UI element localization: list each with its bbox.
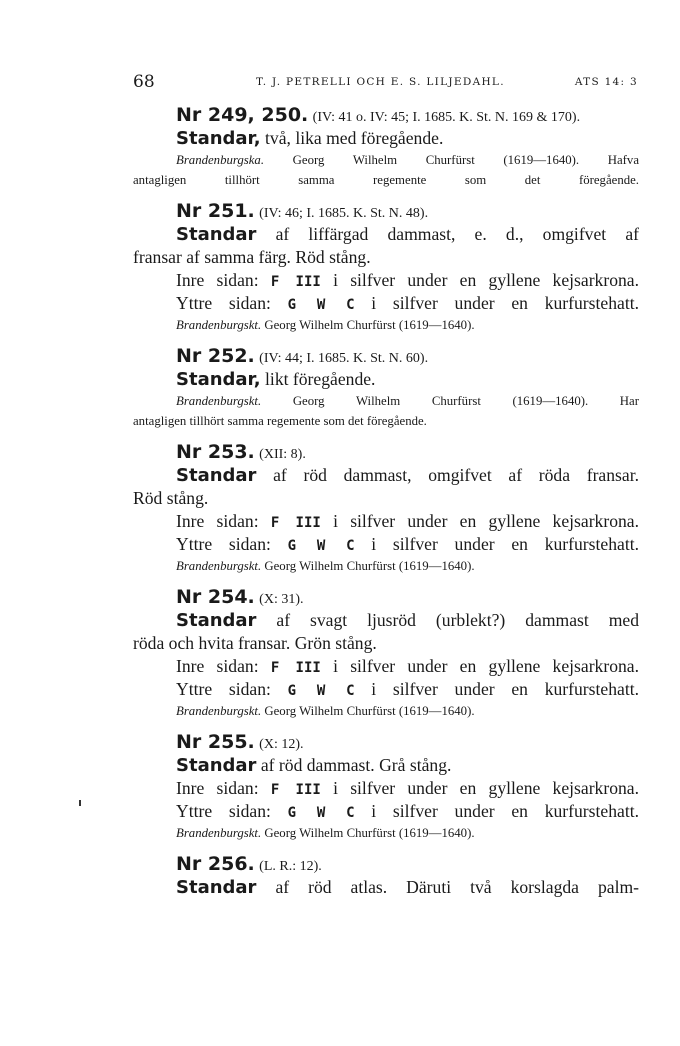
page-header — [133, 72, 638, 96]
provenance-line — [133, 391, 639, 411]
provenance-label: Brandenburgskt. — [176, 318, 262, 332]
entry-description — [133, 609, 639, 632]
running-title: T. J. PETRELLI OCH E. S. LILJEDAHL. — [256, 76, 505, 88]
description-text: af liffärgad dammast, e. d., omgifvet af — [275, 224, 639, 244]
provenance-label: Brandenburgskt. — [176, 559, 262, 573]
entry-heading — [133, 586, 639, 609]
provenance-text: Georg Wilhelm Churfürst (1619—1640). Har — [292, 394, 639, 408]
cipher-gwc: G W C — [287, 683, 355, 699]
outer-side-line: Yttre sidan: G W C i silfver under en kurfurstehatt. — [176, 293, 639, 313]
entry-number: Nr 253. — [176, 441, 255, 463]
inventory-reference: (IV: 44; I. 1685. K. St. N. 60). — [259, 351, 429, 366]
provenance-line — [133, 701, 639, 721]
entry-description — [133, 223, 639, 246]
standard-term: Standar — [176, 610, 257, 631]
cipher-f-iii: F III — [270, 274, 321, 290]
entry-heading — [133, 345, 639, 368]
entry-number: Nr 255. — [176, 731, 255, 753]
provenance-text: Georg Wilhelm Churfürst (1619—1640). Hafva — [292, 153, 639, 167]
description-text: af röd dammast, omgifvet af röda fransar. — [273, 465, 639, 485]
standard-term: Standar — [176, 224, 257, 245]
cipher-gwc: G W C — [287, 538, 355, 554]
provenance-text: Georg Wilhelm Churfürst (1619—1640). — [264, 559, 475, 573]
provenance-line — [133, 150, 639, 170]
inventory-reference: (IV: 41 o. IV: 45; I. 1685. K. St. N. 169 & 170). — [312, 110, 581, 125]
description-continued: fransar af samma färg. Röd stång. — [133, 247, 371, 267]
provenance-label: Brandenburgska. — [176, 153, 265, 167]
entry-heading — [133, 104, 639, 127]
entry-254 — [133, 586, 639, 721]
inventory-reference: (L. R.: 12). — [259, 859, 322, 874]
entry-heading — [133, 441, 639, 464]
inner-side-line: Inre sidan: F III i silfver under en gyllene kejsarkrona. — [176, 270, 640, 290]
entry-heading — [133, 200, 639, 223]
page-number: 68 — [133, 72, 155, 92]
entry-description — [133, 464, 639, 487]
standard-term: Standar, — [176, 369, 261, 390]
inner-side-line: Inre sidan: F III i silfver under en gyllene kejsarkrona. — [176, 511, 640, 531]
cipher-f-iii: F III — [270, 782, 321, 798]
inventory-reference: (X: 31). — [259, 592, 304, 607]
entry-255 — [133, 731, 639, 843]
provenance-line — [133, 315, 639, 335]
outer-side-line: Yttre sidan: G W C i silfver under en kurfurstehatt. — [176, 534, 639, 554]
description-text: af röd atlas. Däruti två korslagda palm- — [275, 877, 640, 897]
entry-256 — [133, 853, 639, 899]
inventory-reference: (IV: 46; I. 1685. K. St. N. 48). — [259, 206, 429, 221]
description-text: två, lika med föregående. — [265, 128, 444, 148]
standard-term: Standar, — [176, 128, 261, 149]
provenance-text: Georg Wilhelm Churfürst (1619—1640). — [264, 318, 475, 332]
provenance-note: antagligen tillhört samma regemente som det föregående. — [133, 414, 427, 428]
entry-253 — [133, 441, 639, 576]
standard-term: Standar — [176, 877, 257, 898]
description-continued: Röd stång. — [133, 488, 209, 508]
standard-term: Standar — [176, 755, 257, 776]
entry-number: Nr 251. — [176, 200, 255, 222]
provenance-label: Brandenburgskt. — [176, 704, 262, 718]
description-text: likt föregående. — [265, 369, 376, 389]
description-text: af röd dammast. Grå stång. — [260, 755, 452, 775]
cipher-f-iii: F III — [270, 515, 321, 531]
entry-number: Nr 256. — [176, 853, 255, 875]
cipher-f-iii: F III — [270, 660, 321, 676]
outer-side-line: Yttre sidan: G W C i silfver under en kurfurstehatt. — [176, 801, 639, 821]
provenance-note: antagligen tillhört samma regemente som det föregående. — [133, 173, 639, 187]
provenance-text: Georg Wilhelm Churfürst (1619—1640). — [264, 704, 475, 718]
entry-description — [133, 754, 639, 777]
provenance-text: Georg Wilhelm Churfürst (1619—1640). — [264, 826, 475, 840]
provenance-line — [133, 556, 639, 576]
entry-number: Nr 252. — [176, 345, 255, 367]
cipher-gwc: G W C — [287, 297, 355, 313]
description-text: af svagt ljusröd (urblekt?) dammast med — [276, 610, 639, 630]
provenance-label: Brandenburgskt. — [176, 826, 262, 840]
inventory-reference: (X: 12). — [259, 737, 304, 752]
cipher-gwc: G W C — [287, 805, 355, 821]
outer-side-line: Yttre sidan: G W C i silfver under en kurfurstehatt. — [176, 679, 639, 699]
entry-252 — [133, 345, 639, 431]
signature-mark: ATS 14: 3 — [574, 76, 638, 88]
entry-251 — [133, 200, 639, 335]
provenance-line — [133, 823, 639, 843]
entry-number: Nr 254. — [176, 586, 255, 608]
entry-description — [133, 127, 639, 150]
entry-description — [133, 368, 639, 391]
inner-side-line: Inre sidan: F III i silfver under en gyllene kejsarkrona. — [176, 778, 640, 798]
catalogue-entries — [133, 104, 639, 899]
entry-249-250 — [133, 104, 639, 190]
entry-description — [133, 876, 639, 899]
inventory-reference: (XII: 8). — [259, 447, 306, 462]
standard-term: Standar — [176, 465, 257, 486]
provenance-label: Brandenburgskt. — [176, 394, 262, 408]
entry-heading — [133, 731, 639, 754]
description-continued: röda och hvita fransar. Grön stång. — [133, 633, 377, 653]
inner-side-line: Inre sidan: F III i silfver under en gyllene kejsarkrona. — [176, 656, 640, 676]
entry-number: Nr 249, 250. — [176, 104, 309, 126]
entry-heading — [133, 853, 639, 876]
margin-mark — [79, 800, 81, 806]
